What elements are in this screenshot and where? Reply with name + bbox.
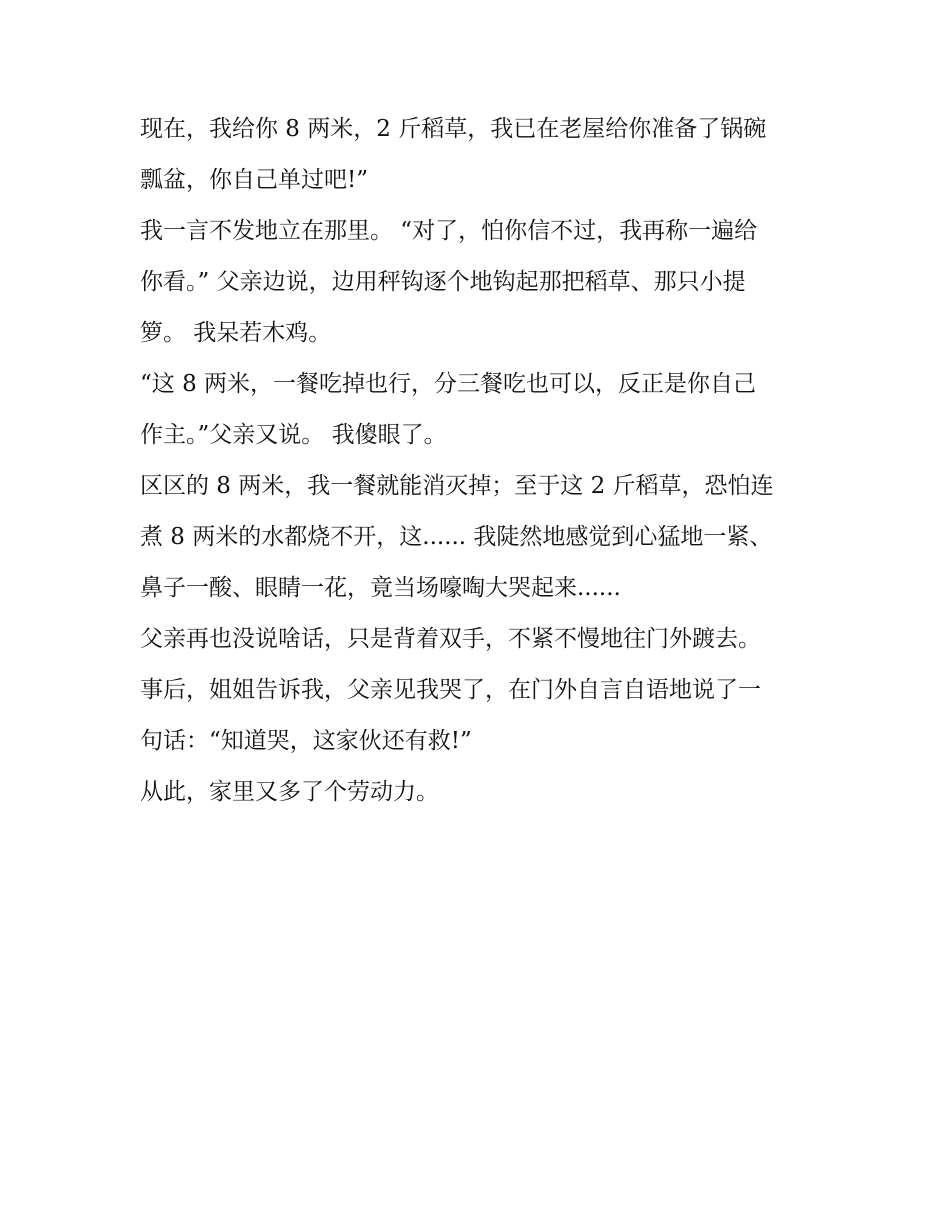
text-line: 父亲再也没说啥话，只是背着双手，不紧不慢地往门外踱去。 — [140, 626, 761, 652]
text-line: “这 8 两米，一餐吃掉也行，分三餐吃也可以，反正是你自己 — [140, 371, 757, 397]
body-text — [140, 104, 820, 818]
text-line: 箩。 我呆若木鸡。 — [140, 320, 332, 346]
text-line: 现在，我给你 8 两米，2 斤稻草，我已在老屋给你准备了锅碗 — [140, 116, 767, 142]
text-line: 作主。”父亲又说。 我傻眼了。 — [140, 422, 447, 448]
text-line: 从此，家里又多了个劳动力。 — [140, 779, 439, 805]
text-line: 句话：“知道哭，这家伙还有救!” — [140, 728, 472, 754]
text-line: 区区的 8 两米，我一餐就能消灭掉；至于这 2 斤稻草，恐怕连 — [140, 473, 774, 499]
text-line: 瓢盆，你自己单过吧!” — [140, 167, 369, 193]
text-line: 煮 8 两米的水都烧不开，这...... 我陡然地感觉到心猛地一紧、 — [140, 524, 773, 550]
text-line: 鼻子一酸、眼睛一花，竟当场嚎啕大哭起来...... — [140, 575, 621, 601]
text-line: 你看。” 父亲边说，边用秤钩逐个地钩起那把稻草、那只小提 — [140, 269, 746, 295]
text-line: 事后，姐姐告诉我，父亲见我哭了，在门外自言自语地说了一 — [140, 677, 761, 703]
text-line: 我一言不发地立在那里。 “对了，怕你信不过，我再称一遍给 — [140, 218, 758, 244]
